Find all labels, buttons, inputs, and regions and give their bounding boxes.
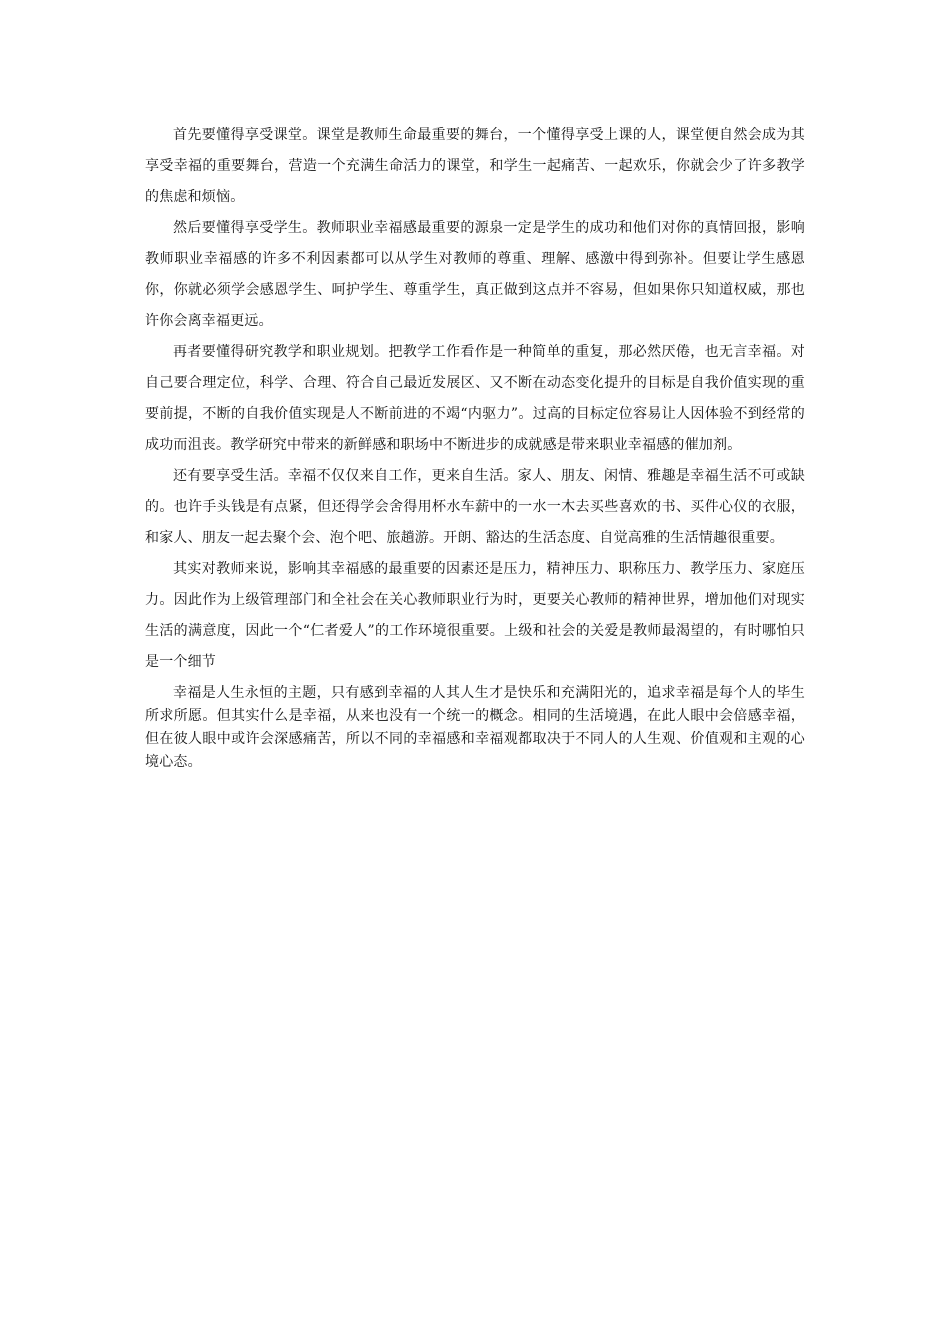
paragraph-pressure: 其实对教师来说，影响其幸福感的最重要的因素还是压力，精神压力、职称压力、教学压力、家庭压力。因此作为上级管理部门和全社会在关心教师职业行为时，更要关心教师的精神世界，增加他们对现实生活的满意度，因此一个“仁者爱人”的工作环境很重要。上级和社会的关爱是教师最渴望的，有时哪怕只是一个细节 bbox=[145, 561, 805, 670]
paragraph-enjoy-students: 然后要懂得享受学生。教师职业幸福感最重要的源泉一定是学生的成功和他们对你的真情回报，影响教师职业幸福感的许多不利因素都可以从学生对教师的尊重、理解、感激中得到弥补。但要让学生感恩你，你就必须学会感恩学生、呵护学生、尊重学生，真正做到这点并不容易，但如果你只知道权威，那也许你会离幸福更远。 bbox=[145, 220, 805, 329]
paragraph-happiness-theme: 幸福是人生永恒的主题，只有感到幸福的人其人生才是快乐和充满阳光的，追求幸福是每个人的毕生所求所愿。但其实什么是幸福，从来也没有一个统一的概念。相同的生活境遇，在此人眼中会倍感幸福，但在彼人眼中或许会深感痛苦，所以不同的幸福感和幸福观都取决于不同人的人生观、价值观和主观的心境心态。 bbox=[145, 685, 805, 770]
paragraph-enjoy-classroom: 首先要懂得享受课堂。课堂是教师生命最重要的舞台，一个懂得享受上课的人，课堂便自然会成为其享受幸福的重要舞台，营造一个充满生命活力的课堂，和学生一起痛苦、一起欢乐，你就会少了许多教学的焦虑和烦恼。 bbox=[145, 127, 805, 205]
paragraph-research-teaching: 再者要懂得研究教学和职业规划。把教学工作看作是一种简单的重复，那必然厌倦，也无言幸福。对自己要合理定位，科学、合理、符合自己最近发展区、又不断在动态变化提升的目标是自我价值实现的重要前提，不断的自我价值实现是人不断前进的不竭“内驱力”。过高的目标定位容易让人因体验不到经常的成功而沮丧。教学研究中带来的新鲜感和职场中不断进步的成就感是带来职业幸福感的催加剂。 bbox=[145, 344, 805, 453]
document-body bbox=[145, 120, 805, 774]
paragraph-enjoy-life: 还有要享受生活。幸福不仅仅来自工作，更来自生活。家人、朋友、闲情、雅趣是幸福生活不可或缺的。也许手头钱是有点紧，但还得学会舍得用杯水车薪中的一水一木去买些喜欢的书、买件心仪的衣服，和家人、朋友一起去聚个会、泡个吧、旅趟游。开朗、豁达的生活态度、自觉高雅的生活情趣很重要。 bbox=[145, 468, 805, 546]
